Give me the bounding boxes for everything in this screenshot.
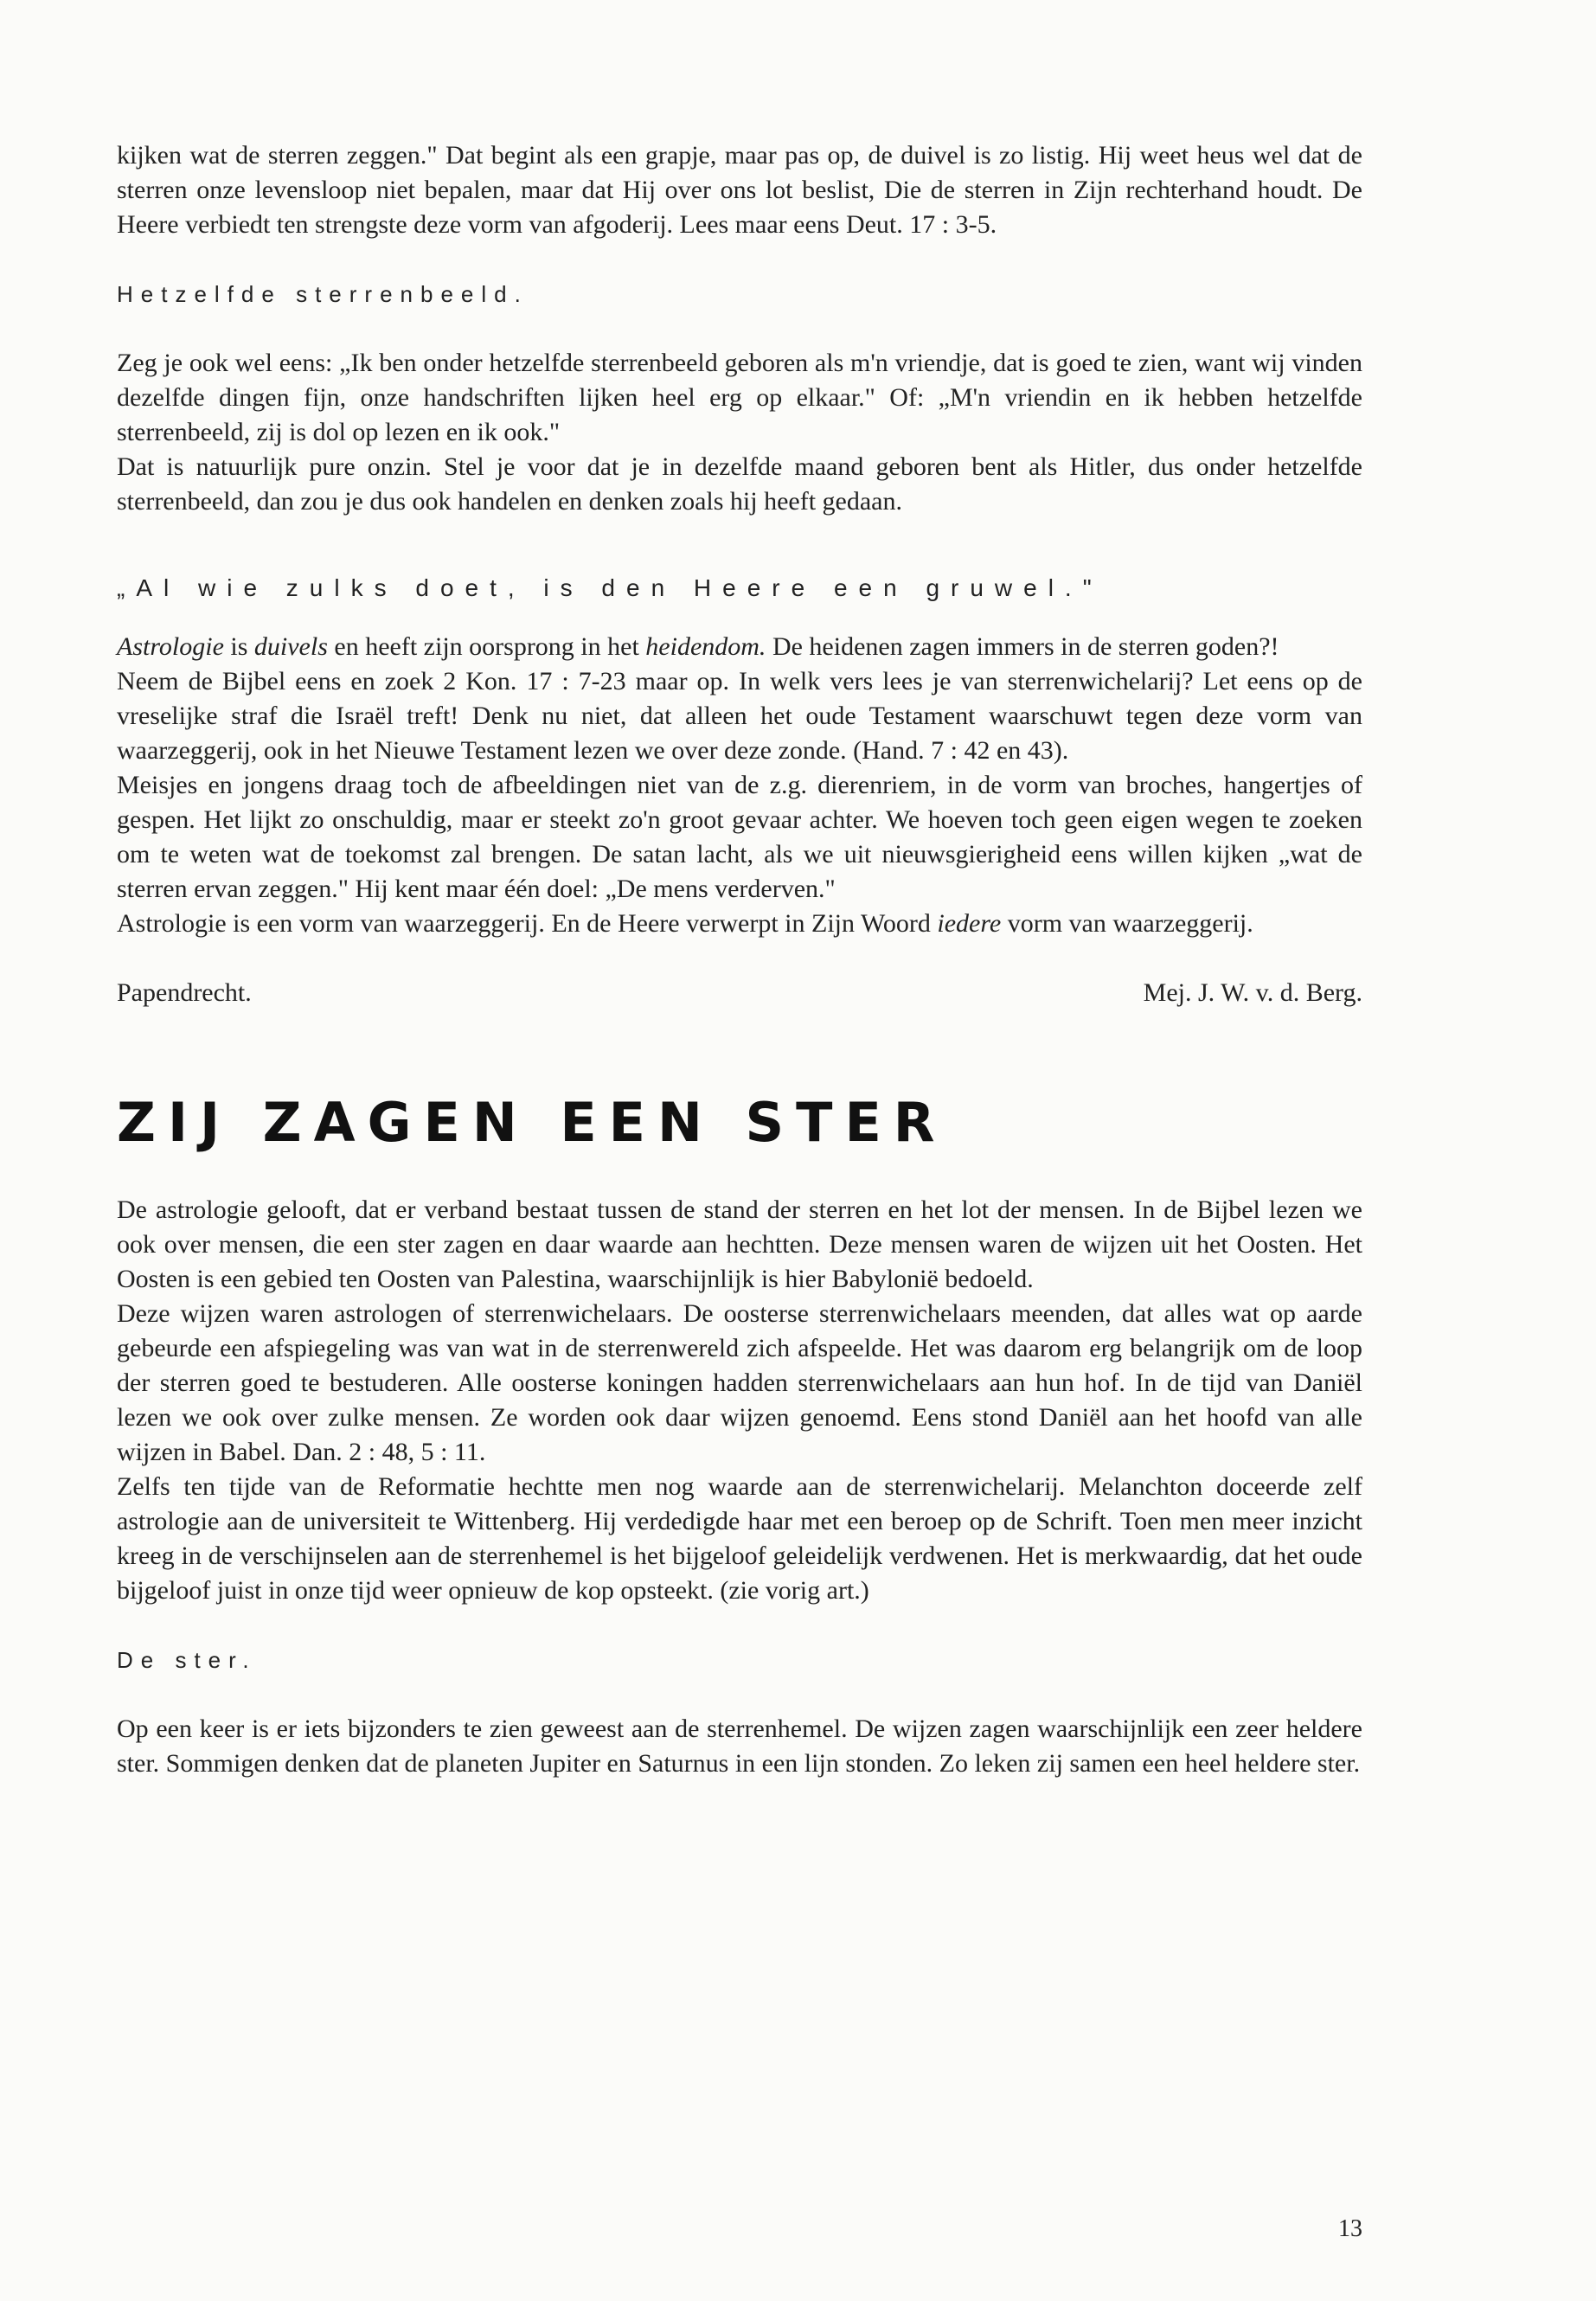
paragraph: Deze wijzen waren astrologen of sterrenwichelaars. De oosterse sterrenwichelaars meenden, dat alles wat op aarde gebeurde een afspiegeling was van wat in de sterrenwereld zich afspeelde. Het was daarom erg belangrijk om de loop der sterren goed te bestuderen. Alle oosterse koningen hadden sterrenwichelaars aan hun hof. In de tijd van Daniël lezen we ook over zulke mensen. Ze worden ook daar wijzen genoemd. Eens stond Daniël aan het hoofd van alle wijzen in Babel. Dan. 2 : 48, 5 : 11. [117,1299,1362,1466]
paragraph [117,907,1362,941]
section-heading-de-ster: De ster. [117,1647,257,1673]
signature-line [117,976,1362,1010]
italic-term: heidendom. [645,632,766,661]
paragraph: Zeg je ook wel eens: „Ik ben onder hetzelfde sterrenbeeld geboren als m'n vriendje, dat is goed te zien, want wij vinden dezelfde dingen fijn, onze handschriften lijken heel erg op elkaar." Of: „M'n vriendin en ik hebben hetzelfde sterrenbeeld, zij is dol op lezen en ik ook." [117,349,1362,446]
italic-term: Astrologie [117,632,224,661]
paragraph: Op een keer is er iets bijzonders te zien geweest aan de sterrenhemel. De wijzen zagen waarschijnlijk een zeer heldere ster. Sommigen denken dat de planeten Jupiter en Saturnus in een lijn stonden. Zo leken zij samen een heel heldere ster. [117,1715,1362,1778]
italic-term: iedere [937,909,1002,938]
paragraph: Zelfs ten tijde van de Reformatie hechtte men nog waarde aan de sterrenwichelarij. Melanchton doceerde zelf astrologie aan de universiteit te Wittenberg. Hij verdedigde haar met een beroep op de Schrift. Toen men meer inzicht kreeg in de verschijnselen aan de sterrenhemel is het bijgeloof geleidelijk verdwenen. Het is merkwaardig, dat het oude bijgeloof juist in onze tijd weer opnieuw de kop opsteekt. (zie vorig art.) [117,1472,1362,1605]
text-run: De heidenen zagen immers in de sterren goden?! [766,632,1279,661]
quote-heading: „Al wie zulks doet, is den Heere een gruwel." [117,574,1103,601]
section-heading-hetzelfde-sterrenbeeld: Hetzelfde sterrenbeeld. [117,281,529,307]
paragraph: kijken wat de sterren zeggen." Dat begint als een grapje, maar pas op, de duivel is zo listig. Hij weet heus wel dat de sterren onze levensloop niet bepalen, maar dat Hij over ons lot beslist, Die de sterren in Zijn rechterhand houdt. De Heere verbiedt ten strengste deze vorm van afgoderij. Lees maar eens Deut. 17 : 3-5. [117,141,1362,239]
text-run: Astrologie is een vorm van waarzeggerij. En de Heere verwerpt in Zijn Woord [117,909,938,938]
text-run: vorm van waarzeggerij. [1001,909,1253,938]
page-content [117,138,1362,1781]
text-run: en heeft zijn oorsprong in het [327,632,646,661]
paragraph [117,630,1362,664]
paragraph: Dat is natuurlijk pure onzin. Stel je voor dat je in dezelfde maand geboren bent als Hitler, dus onder hetzelfde sterrenbeeld, dan zou je dus ook handelen en denken zoals hij heeft gedaan. [117,452,1362,516]
author-name: Mej. J. W. v. d. Berg. [1143,978,1362,1007]
page-number: 13 [1338,2215,1362,2242]
text-run: is [223,632,254,661]
italic-term: duivels [253,632,328,661]
article-title: ZIJ ZAGEN EEN STER [117,1091,947,1154]
place-name: Papendrecht. [117,978,252,1007]
paragraph: Neem de Bijbel eens en zoek 2 Kon. 17 : 7-23 maar op. In welk vers lees je van sterrenwichelarij? Let eens op de vreselijke straf die Israël treft! Denk nu niet, dat alleen het oude Testament waarschuwt tegen deze vorm van waarzeggerij, ook in het Nieuwe Testament lezen we over deze zonde. (Hand. 7 : 42 en 43). [117,667,1362,765]
paragraph: De astrologie gelooft, dat er verband bestaat tussen de stand der sterren en het lot der mensen. In de Bijbel lezen we ook over mensen, die een ster zagen en daar waarde aan hechtten. Deze mensen waren de wijzen uit het Oosten. Het Oosten is een gebied ten Oosten van Palestina, waarschijnlijk is hier Babylonië bedoeld. [117,1195,1362,1293]
paragraph: Meisjes en jongens draag toch de afbeeldingen niet van de z.g. dierenriem, in de vorm van broches, hangertjes of gespen. Het lijkt zo onschuldig, maar er steekt zo'n groot gevaar achter. We hoeven toch geen eigen wegen te zoeken om te weten wat de toekomst zal brengen. De satan lacht, als we uit nieuwsgierigheid eens willen kijken „wat de sterren ervan zeggen." Hij kent maar één doel: „De mens verderven." [117,771,1362,903]
